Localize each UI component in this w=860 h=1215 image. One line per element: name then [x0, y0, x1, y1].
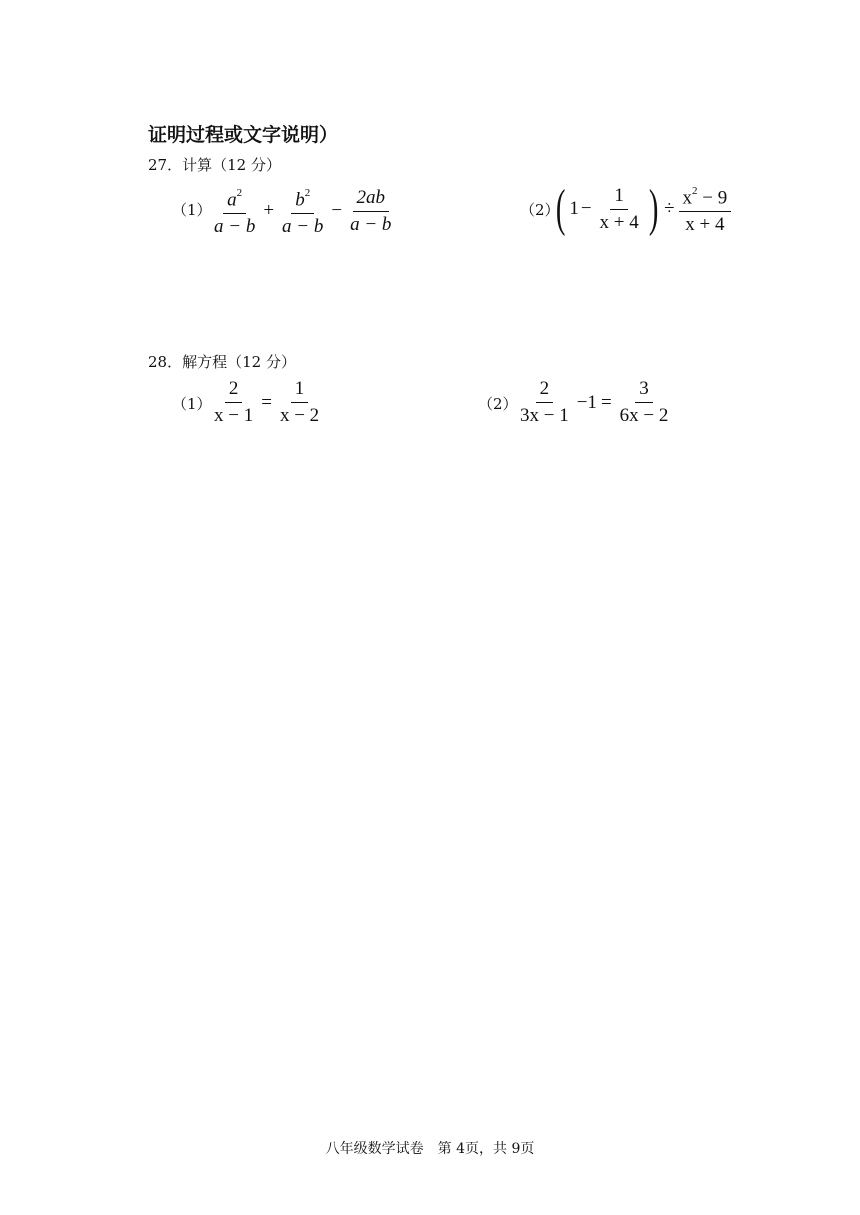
exponent: 2 [304, 187, 311, 199]
numerator: 2 [225, 376, 243, 403]
exponent: 2 [692, 185, 698, 197]
equals-sign: = [600, 391, 612, 413]
denominator: a − b [214, 216, 256, 238]
denominator: a − b [282, 216, 324, 238]
q28-part2-label: （2） [478, 395, 518, 413]
numerator: a [227, 189, 237, 211]
fraction [346, 185, 395, 238]
denominator: x + 4 [599, 211, 639, 233]
division-sign: ÷ [664, 198, 675, 220]
plus-sign: + [263, 200, 275, 222]
q28-part1-label: （1） [172, 395, 212, 413]
numerator-base: x [682, 187, 693, 209]
minus-sign: − [580, 198, 592, 220]
q27-title: 27．计算（12 分） [148, 156, 281, 174]
page-footer: 八年级数学试卷 第 4页，共 9页 [325, 1141, 535, 1157]
q28-part1-equation [208, 376, 325, 429]
right-parenthesis: ) [648, 180, 659, 238]
fraction [596, 183, 643, 236]
numerator: 2 [536, 376, 554, 403]
fraction [516, 376, 573, 429]
exponent: 2 [236, 187, 243, 199]
q27-part1-label: （1） [172, 201, 212, 219]
denominator: 3x − 1 [520, 405, 569, 426]
denominator: x − 1 [214, 405, 254, 426]
denominator: a − b [350, 213, 392, 235]
minus-one-term: −1 [576, 391, 597, 413]
numerator: 1 [610, 183, 628, 210]
numerator-rest: − 9 [697, 187, 728, 209]
q27-part1-expression [208, 182, 397, 240]
fraction [210, 182, 259, 240]
q28-title: 28．解方程（12 分） [148, 353, 296, 371]
fraction [210, 376, 257, 429]
numerator: 1 [291, 376, 309, 403]
equals-sign: = [261, 391, 272, 413]
q27-part2-label: （2） [520, 201, 560, 219]
q27-part2-expression [552, 180, 733, 238]
q28-part2-equation [514, 376, 674, 429]
fraction [679, 180, 732, 238]
fraction [276, 376, 323, 429]
minus-sign: − [331, 200, 343, 222]
denominator: x + 4 [685, 214, 725, 236]
section-heading: 证明过程或文字说明） [148, 124, 339, 146]
numerator: b [295, 189, 305, 211]
left-parenthesis: ( [555, 180, 566, 238]
denominator: x − 2 [279, 405, 320, 426]
fraction [616, 376, 673, 429]
denominator: 6x − 2 [619, 405, 669, 426]
numerator: 3 [635, 376, 653, 403]
numerator: 2ab [353, 185, 390, 212]
term-one: 1 [569, 198, 579, 220]
fraction [278, 182, 327, 240]
